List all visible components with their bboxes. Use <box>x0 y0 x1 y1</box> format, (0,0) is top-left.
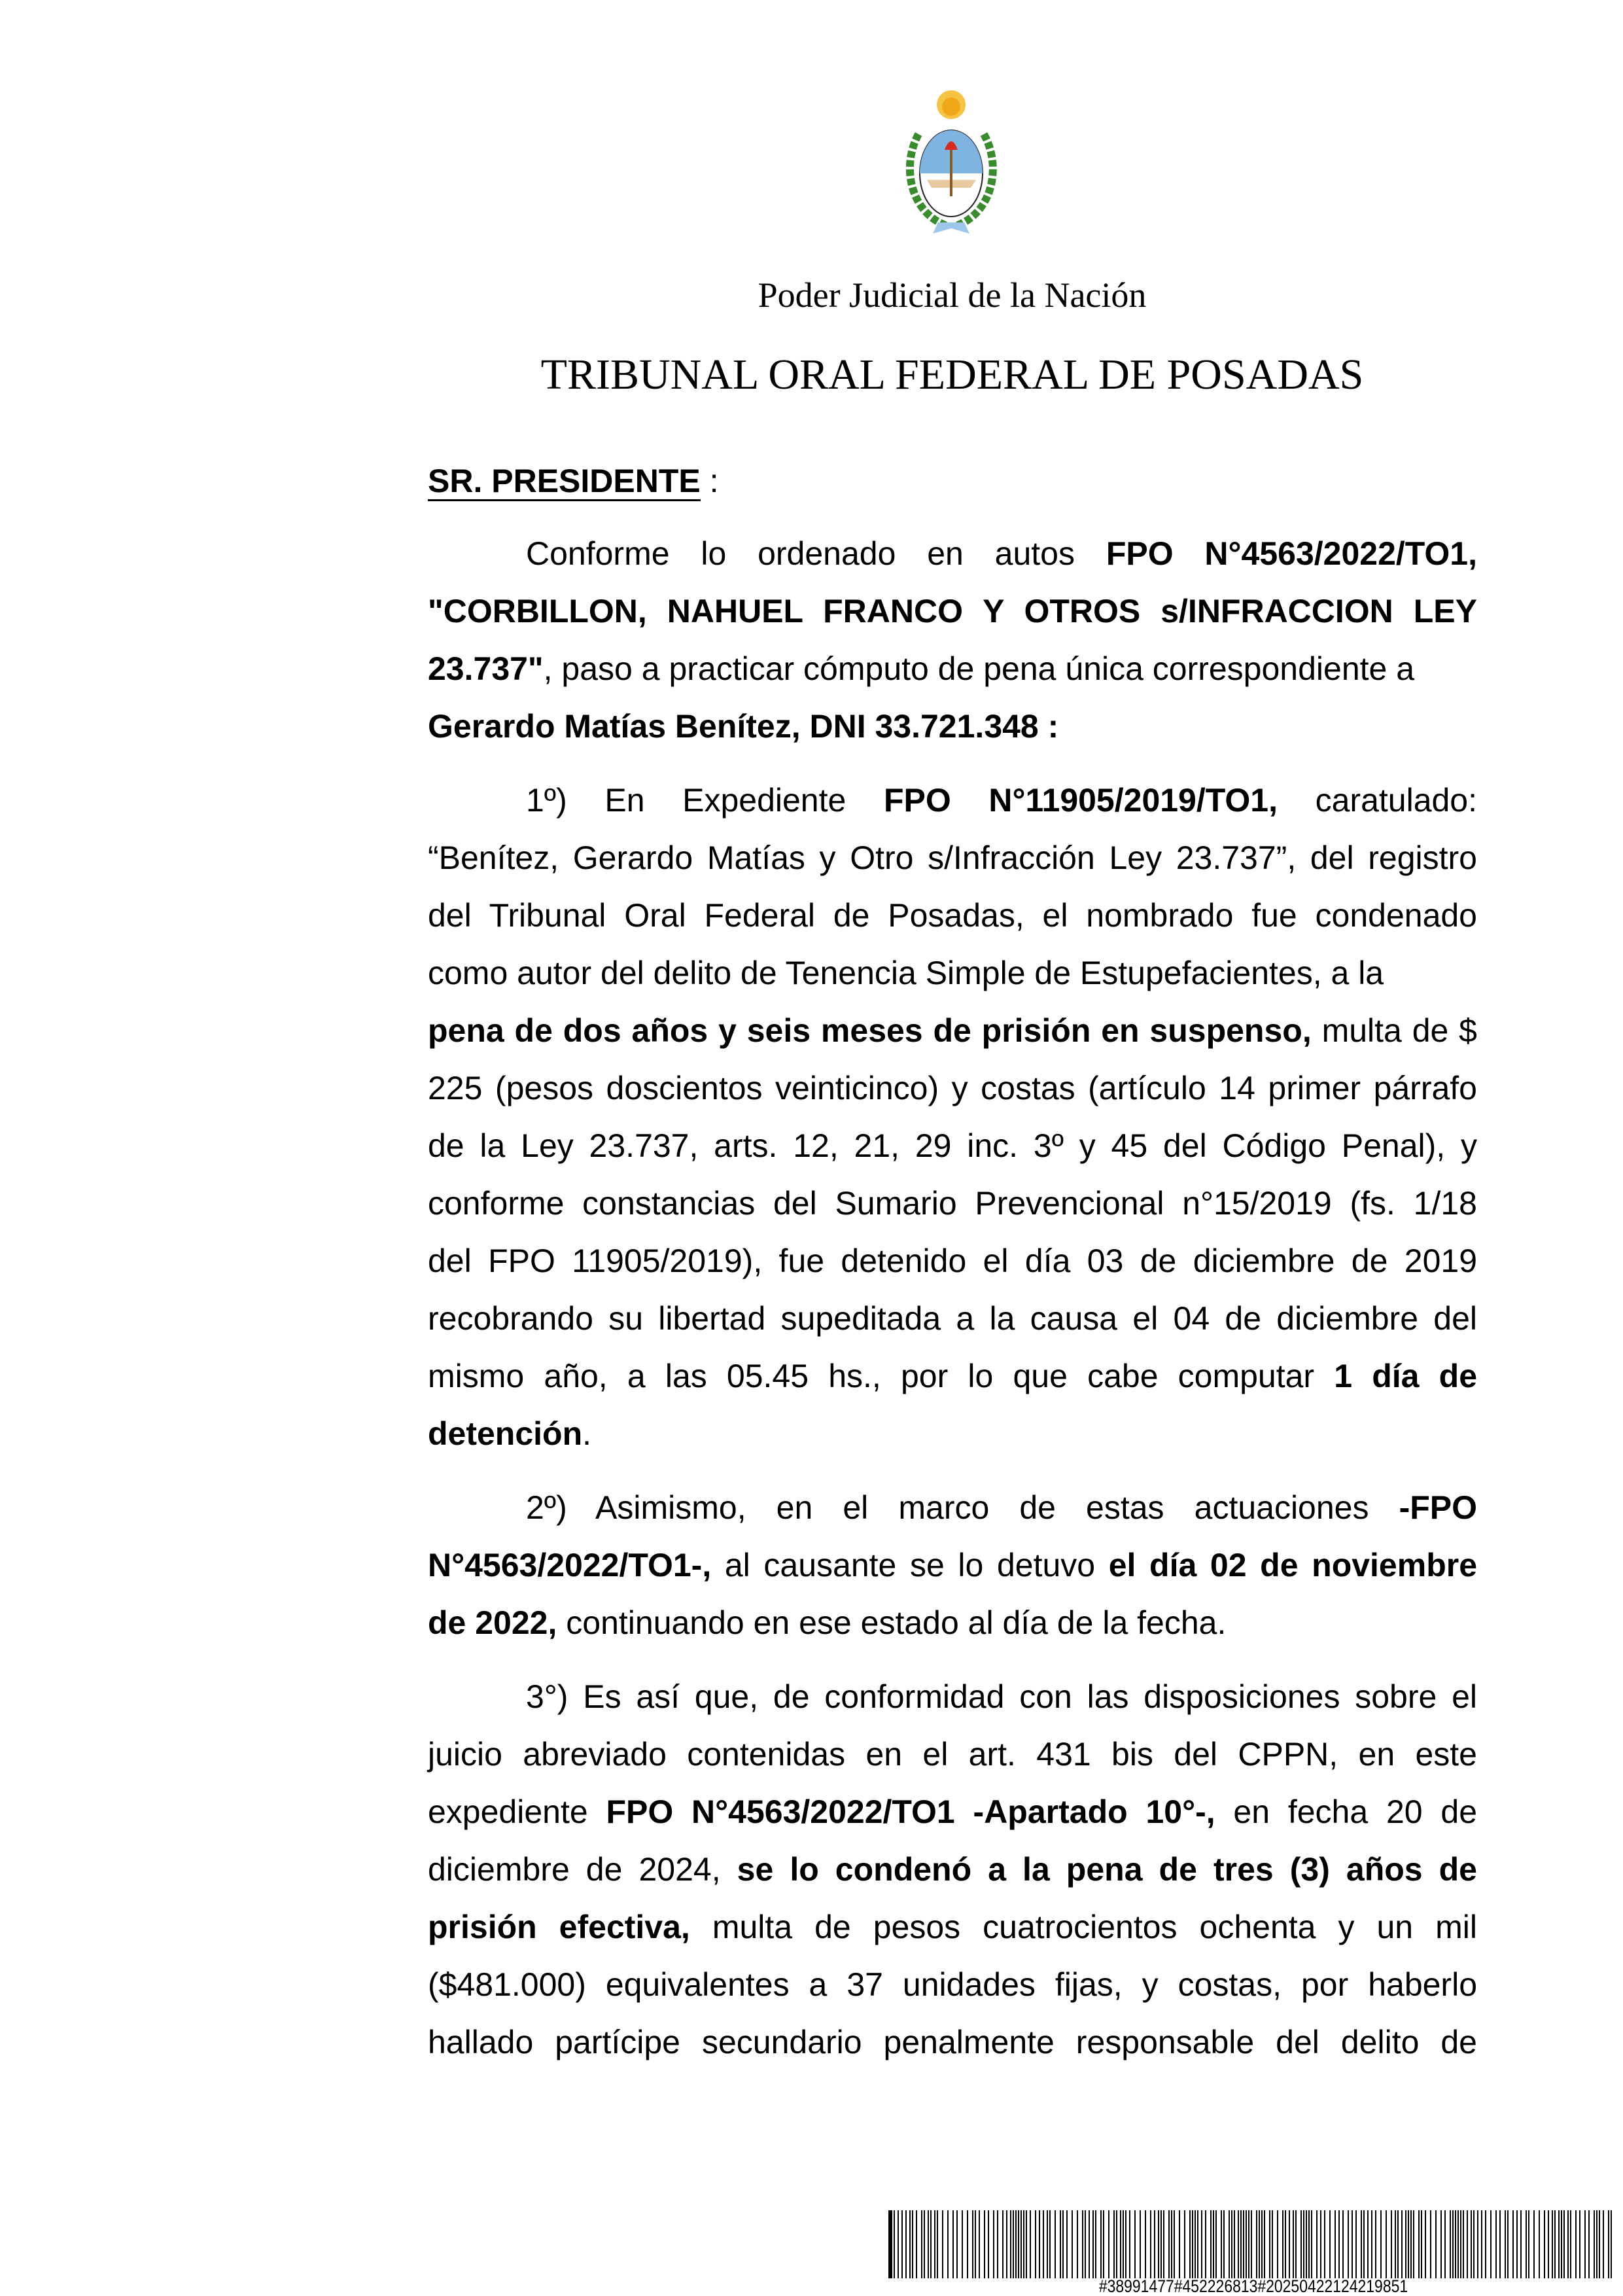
text: conforme constancias del Sumario Prevencional n°15/2019 (fs. 1/18 <box>428 1185 1477 1222</box>
barcode-bar <box>1348 2210 1349 2278</box>
barcode-bar <box>1043 2210 1044 2278</box>
barcode-bar <box>1174 2210 1175 2278</box>
barcode-bar <box>1013 2210 1014 2278</box>
text: 3°) Es así que, de conformidad con las disposiciones sobre el <box>526 1678 1477 1715</box>
barcode-bar <box>1528 2210 1529 2278</box>
barcode-bar <box>1507 2210 1509 2278</box>
barcode-bar <box>1201 2210 1202 2278</box>
organization-name: Poder Judicial de la Nación <box>758 275 1147 315</box>
barcode-bar <box>1125 2210 1126 2278</box>
barcode-bar <box>1410 2210 1412 2278</box>
barcode-bar <box>1329 2210 1331 2278</box>
barcode-bar <box>942 2210 943 2278</box>
barcode-bar <box>1418 2210 1420 2278</box>
text-line <box>428 1479 1477 1536</box>
text-line <box>428 1725 1477 1783</box>
barcode-bar <box>1049 2210 1051 2278</box>
barcode-bar <box>1210 2210 1212 2278</box>
barcode-bar <box>905 2210 907 2278</box>
barcode-bar <box>1248 2210 1249 2278</box>
barcode-bar <box>1608 2210 1609 2278</box>
barcode-bar <box>937 2210 938 2278</box>
barcode-bar <box>1584 2210 1586 2278</box>
text-line <box>428 1002 1477 1059</box>
bold-text: FPO N°11905/2019/TO1, <box>883 782 1278 819</box>
bold-text: FPO N°4563/2022/TO1 -Apartado 10°-, <box>606 1793 1215 1830</box>
barcode-bar <box>1300 2210 1302 2278</box>
barcode-bar <box>1272 2210 1273 2278</box>
barcode-bar <box>1015 2210 1017 2278</box>
barcode-bar <box>997 2210 998 2278</box>
text-line <box>428 1841 1477 1898</box>
barcode-bar <box>1060 2210 1061 2278</box>
barcode-bar <box>1282 2210 1283 2278</box>
barcode-bar <box>1444 2210 1446 2278</box>
barcode-bar <box>1335 2210 1336 2278</box>
shield-icon <box>920 130 983 217</box>
barcode-bar <box>1215 2210 1217 2278</box>
barcode-bar <box>1229 2210 1230 2278</box>
barcode-bar <box>1363 2210 1365 2278</box>
barcode-bar <box>1145 2210 1146 2278</box>
barcode-bar <box>1552 2210 1553 2278</box>
barcode-bar <box>1308 2210 1310 2278</box>
barcode-bar <box>1035 2210 1036 2278</box>
barcode-bar <box>924 2210 925 2278</box>
barcode-bar <box>1544 2210 1545 2278</box>
barcode-bar <box>1516 2210 1518 2278</box>
document-body <box>428 525 1477 2087</box>
barcode-bar <box>1558 2210 1560 2278</box>
barcode-bar <box>1295 2210 1297 2278</box>
barcode-bar <box>930 2210 932 2278</box>
court-name: TRIBUNAL ORAL FEDERAL DE POSADAS <box>540 351 1364 398</box>
text-line <box>428 1405 1477 1462</box>
barcode-bar <box>916 2210 917 2278</box>
text: juicio abreviado contenidas en el art. 431 bis del CPPN, en este <box>428 1736 1477 1773</box>
barcode-bar <box>1303 2210 1304 2278</box>
barcode-bar <box>1171 2210 1172 2278</box>
barcode-bar <box>1355 2210 1357 2278</box>
barcode-bar <box>1311 2210 1312 2278</box>
bold-text: N°4563/2022/TO1-, <box>428 1547 712 1583</box>
barcode-bar <box>1588 2210 1590 2278</box>
barcode-bar <box>1380 2210 1382 2278</box>
barcode-bar <box>1259 2210 1260 2278</box>
text-line <box>428 1783 1477 1841</box>
paragraph <box>428 1479 1477 1651</box>
barcode-bar <box>1320 2210 1321 2278</box>
bold-text: el día 02 de noviembre <box>1108 1547 1478 1583</box>
barcode-bar <box>1596 2210 1597 2278</box>
barcode-bar <box>909 2210 911 2278</box>
barcode-bar <box>1095 2210 1096 2278</box>
barcode-bar <box>1150 2210 1151 2278</box>
barcode-bar <box>1499 2210 1501 2278</box>
barcode-bar <box>1477 2210 1478 2278</box>
barcode-bar <box>1077 2210 1078 2278</box>
barcode-bar <box>1430 2210 1431 2278</box>
barcode-bar <box>1100 2210 1102 2278</box>
barcode-bar <box>1264 2210 1265 2278</box>
barcode-bar <box>1386 2210 1387 2278</box>
text: del Tribunal Oral Federal de Posadas, el nombrado fue condenado <box>428 897 1477 934</box>
barcode-bar <box>984 2210 985 2278</box>
text-line <box>428 1536 1477 1594</box>
text-line <box>428 771 1477 829</box>
barcode-bar <box>1611 2210 1612 2278</box>
text: continuando en ese estado al día de la fecha. <box>557 1604 1227 1641</box>
barcode-bar <box>1563 2210 1565 2278</box>
text-line <box>428 582 1477 640</box>
barcode-bar <box>1352 2210 1353 2278</box>
barcode-bar <box>1158 2210 1159 2278</box>
barcode-bar <box>1495 2210 1497 2278</box>
text-line <box>428 829 1477 887</box>
text: 225 (pesos doscientos veinticinco) y costas (artículo 14 primer párrafo <box>428 1070 1477 1106</box>
barcode-bar <box>1189 2210 1191 2278</box>
barcode-bar <box>928 2210 929 2278</box>
bold-text: FPO N°4563/2022/TO1, <box>1106 535 1477 572</box>
barcode-bar <box>979 2210 980 2278</box>
text: multa de $ <box>1311 1012 1477 1049</box>
text-line <box>428 1668 1477 1725</box>
barcode-bar <box>1548 2210 1549 2278</box>
text: diciembre de 2024, <box>428 1851 737 1888</box>
addressee <box>428 455 719 507</box>
barcode-bar <box>972 2210 973 2278</box>
barcode-bar <box>1184 2210 1185 2278</box>
barcode-bar <box>962 2210 963 2278</box>
barcode-bar <box>1397 2210 1399 2278</box>
barcode-bar <box>1161 2210 1162 2278</box>
text: mismo año, a las 05.45 hs., por lo que cabe computar <box>428 1358 1335 1394</box>
barcode-bar <box>1435 2210 1437 2278</box>
text-line <box>428 1956 1477 2013</box>
barcode-bar <box>1066 2210 1068 2278</box>
barcode-bar <box>1030 2210 1031 2278</box>
barcode-bar <box>1261 2210 1263 2278</box>
barcode-bar <box>1599 2210 1600 2278</box>
barcode-bar <box>947 2210 949 2278</box>
barcode-bar <box>1113 2210 1115 2278</box>
barcode-bar <box>1401 2210 1403 2278</box>
barcode-bar <box>1238 2210 1239 2278</box>
barcode-bar <box>1473 2210 1475 2278</box>
text: hallado partícipe secundario penalmente responsable del delito de <box>428 2024 1477 2060</box>
barcode-bar <box>1289 2210 1290 2278</box>
barcode-bar <box>1467 2210 1468 2278</box>
bold-text: detención <box>428 1415 583 1452</box>
barcode-bar <box>1440 2210 1442 2278</box>
bold-text: Gerardo Matías Benítez, DNI 33.721.348 : <box>428 708 1059 745</box>
text: multa de pesos cuatrocientos ochenta y un mil <box>689 1909 1477 1945</box>
barcode-bar <box>1490 2210 1492 2278</box>
text-line <box>428 525 1477 582</box>
barcode-bar <box>967 2210 968 2278</box>
text: caratulado: <box>1278 782 1478 819</box>
barcode-bar <box>1520 2210 1522 2278</box>
bold-text: 23.737" <box>428 650 544 687</box>
barcode-bar <box>1293 2210 1294 2278</box>
barcode-bar <box>1213 2210 1214 2278</box>
barcode-bar <box>975 2210 976 2278</box>
barcode-bar <box>1055 2210 1056 2278</box>
barcode-bar <box>1134 2210 1136 2278</box>
text: expediente <box>428 1793 606 1830</box>
text: recobrando su libertad supeditada a la causa el 04 de diciembre del <box>428 1300 1477 1337</box>
barcode-bar <box>1316 2210 1318 2278</box>
text-line <box>428 887 1477 944</box>
barcode-bar <box>1023 2210 1024 2278</box>
barcode-bar <box>1002 2210 1003 2278</box>
text-line <box>428 944 1477 1002</box>
bold-text: de 2022, <box>428 1604 557 1641</box>
barcode-bar <box>1285 2210 1286 2278</box>
barcode-bar <box>1256 2210 1257 2278</box>
addressee-label: SR. PRESIDENTE <box>428 463 701 501</box>
barcode-bar <box>1481 2210 1482 2278</box>
text-line <box>428 698 1477 755</box>
text: Conforme lo ordenado en autos <box>526 535 1106 572</box>
text-line <box>428 2013 1477 2071</box>
bold-text: 1 día de <box>1334 1358 1477 1394</box>
barcode-bar <box>1405 2210 1406 2278</box>
barcode-bar <box>901 2210 903 2278</box>
text-line <box>428 1347 1477 1405</box>
text-line <box>428 1290 1477 1347</box>
barcode-bar <box>1168 2210 1170 2278</box>
barcode-bar <box>1269 2210 1270 2278</box>
barcode-bar <box>1371 2210 1372 2278</box>
ribbon-icon <box>933 222 969 234</box>
barcode-bar <box>1006 2210 1007 2278</box>
barcode-bar <box>1195 2210 1196 2278</box>
text-line <box>428 1059 1477 1117</box>
barcode-bar <box>1338 2210 1340 2278</box>
barcode-bar <box>1460 2210 1461 2278</box>
barcode-bar <box>1018 2210 1019 2278</box>
barcode-bar <box>1512 2210 1514 2278</box>
text: al causante se lo detuvo <box>711 1547 1109 1583</box>
barcode-bar <box>1342 2210 1344 2278</box>
barcode-bar <box>1603 2210 1604 2278</box>
barcode-bar <box>1246 2210 1247 2278</box>
barcode-bar <box>1324 2210 1325 2278</box>
barcode-bar <box>1197 2210 1198 2278</box>
text-line <box>428 1594 1477 1651</box>
barcode-bar <box>1179 2210 1180 2278</box>
barcode-bar <box>1421 2210 1422 2278</box>
text: de la Ley 23.737, arts. 12, 21, 29 inc. 3º y 45 del Código Penal), y <box>428 1127 1477 1164</box>
barcode-bar <box>1375 2210 1376 2278</box>
barcode-bar <box>1221 2210 1222 2278</box>
barcode-bar <box>1092 2210 1094 2278</box>
barcode-bar <box>894 2210 895 2278</box>
barcode-bar <box>1120 2210 1121 2278</box>
barcode-bar <box>1471 2210 1472 2278</box>
barcode-bar <box>1539 2210 1540 2278</box>
addressee-suffix: : <box>700 463 719 499</box>
text-line <box>428 1117 1477 1174</box>
barcode-bar <box>1072 2210 1073 2278</box>
barcode-bar <box>1485 2210 1486 2278</box>
barcode-bar <box>921 2210 922 2278</box>
barcode-bar <box>1395 2210 1396 2278</box>
barcode-bar <box>1129 2210 1130 2278</box>
bold-text: "CORBILLON, NAHUEL FRANCO Y OTROS s/INFRACCION LEY <box>428 593 1477 629</box>
bold-text: se lo condenó a la pena de tres (3) años de <box>737 1851 1477 1888</box>
text: ($481.000) equivalentes a 37 unidades fijas, y costas, por haberlo <box>428 1966 1477 2003</box>
text-line <box>428 1898 1477 1956</box>
barcode-bar <box>1082 2210 1083 2278</box>
barcode-bar <box>1026 2210 1027 2278</box>
barcode-bar <box>993 2210 994 2278</box>
barcode-bar <box>1367 2210 1369 2278</box>
barcode-bar <box>1413 2210 1414 2278</box>
barcode-text: #38991477#452226813#20250422124219851 <box>1098 2276 1408 2296</box>
barcode-bar <box>1062 2210 1064 2278</box>
barcode-bar <box>1450 2210 1451 2278</box>
barcode-bar <box>1575 2210 1577 2278</box>
text: del FPO 11905/2019), fue detenido el día 03 de diciembre de 2019 <box>428 1243 1477 1279</box>
barcode-bar <box>988 2210 989 2278</box>
text: como autor del delito de Tenencia Simple de Estupefacientes, a la <box>428 955 1384 991</box>
barcode-bar <box>1425 2210 1426 2278</box>
barcode-bar <box>1154 2210 1155 2278</box>
barcode-bar <box>1526 2210 1527 2278</box>
text: . <box>582 1415 592 1452</box>
barcode-bar <box>888 2210 892 2278</box>
barcode-bar <box>1306 2210 1307 2278</box>
coat-of-arms-emblem <box>898 82 1005 239</box>
barcode-bar <box>1463 2210 1464 2278</box>
barcode-bar <box>1123 2210 1124 2278</box>
barcode-bar <box>1192 2210 1193 2278</box>
barcode-bar <box>912 2210 913 2278</box>
text: 1º) En Expediente <box>526 782 884 819</box>
barcode-bar <box>1240 2210 1242 2278</box>
barcode-bar <box>1108 2210 1109 2278</box>
text-line <box>428 1174 1477 1232</box>
barcode-bar <box>898 2210 899 2278</box>
barcode-bar <box>1570 2210 1571 2278</box>
barcode-bar <box>1533 2210 1535 2278</box>
sun-icon <box>937 90 966 119</box>
barcode-bar <box>1231 2210 1232 2278</box>
barcode-bar <box>1234 2210 1235 2278</box>
barcode-bar <box>1361 2210 1362 2278</box>
barcode-bar <box>956 2210 958 2278</box>
barcode-bar <box>1103 2210 1104 2278</box>
paragraph <box>428 1668 1477 2071</box>
barcode-bar <box>952 2210 954 2278</box>
barcode-bar <box>1594 2210 1595 2278</box>
text: en fecha 20 de <box>1215 1793 1478 1830</box>
barcode-bar <box>1391 2210 1392 2278</box>
barcode-bar <box>1021 2210 1022 2278</box>
barcode-bar <box>1089 2210 1090 2278</box>
bold-text: -FPO <box>1399 1489 1477 1526</box>
barcode-bar <box>1140 2210 1141 2278</box>
barcode-bar <box>1561 2210 1562 2278</box>
barcode-bar <box>1452 2210 1454 2278</box>
barcode-bar <box>1243 2210 1244 2278</box>
barcode-bar <box>1554 2210 1556 2278</box>
barcode-bar <box>1085 2210 1086 2278</box>
paragraph <box>428 771 1477 1462</box>
barcode-bar <box>1251 2210 1252 2278</box>
barcode-bar <box>1205 2210 1206 2278</box>
text: 2º) Asimismo, en el marco de estas actuaciones <box>526 1489 1399 1526</box>
barcode-bar <box>1455 2210 1456 2278</box>
text: “Benítez, Gerardo Matías y Otro s/Infracción Ley 23.737”, del registro <box>428 839 1477 876</box>
barcode-bar <box>1116 2210 1117 2278</box>
barcode-bar <box>1457 2210 1459 2278</box>
paragraph <box>428 525 1477 755</box>
barcode-bar <box>1505 2210 1506 2278</box>
bold-text: prisión efectiva, <box>428 1909 690 1945</box>
text-line <box>428 640 1477 698</box>
text-line <box>428 1232 1477 1290</box>
barcode-bar <box>934 2210 935 2278</box>
barcode-bar <box>1163 2210 1164 2278</box>
text: , paso a practicar cómputo de pena única correspondiente a <box>543 650 1415 687</box>
barcode-bar <box>1039 2210 1040 2278</box>
barcode-bar <box>1579 2210 1580 2278</box>
barcode-bar <box>1408 2210 1409 2278</box>
barcode-bar <box>1223 2210 1225 2278</box>
bold-text: pena de dos años y seis meses de prisión en suspenso, <box>428 1012 1312 1049</box>
barcode-bar <box>1010 2210 1011 2278</box>
barcode <box>888 2210 1618 2278</box>
barcode-bar <box>1567 2210 1569 2278</box>
barcode-bar <box>1277 2210 1278 2278</box>
barcode-bar <box>1047 2210 1048 2278</box>
